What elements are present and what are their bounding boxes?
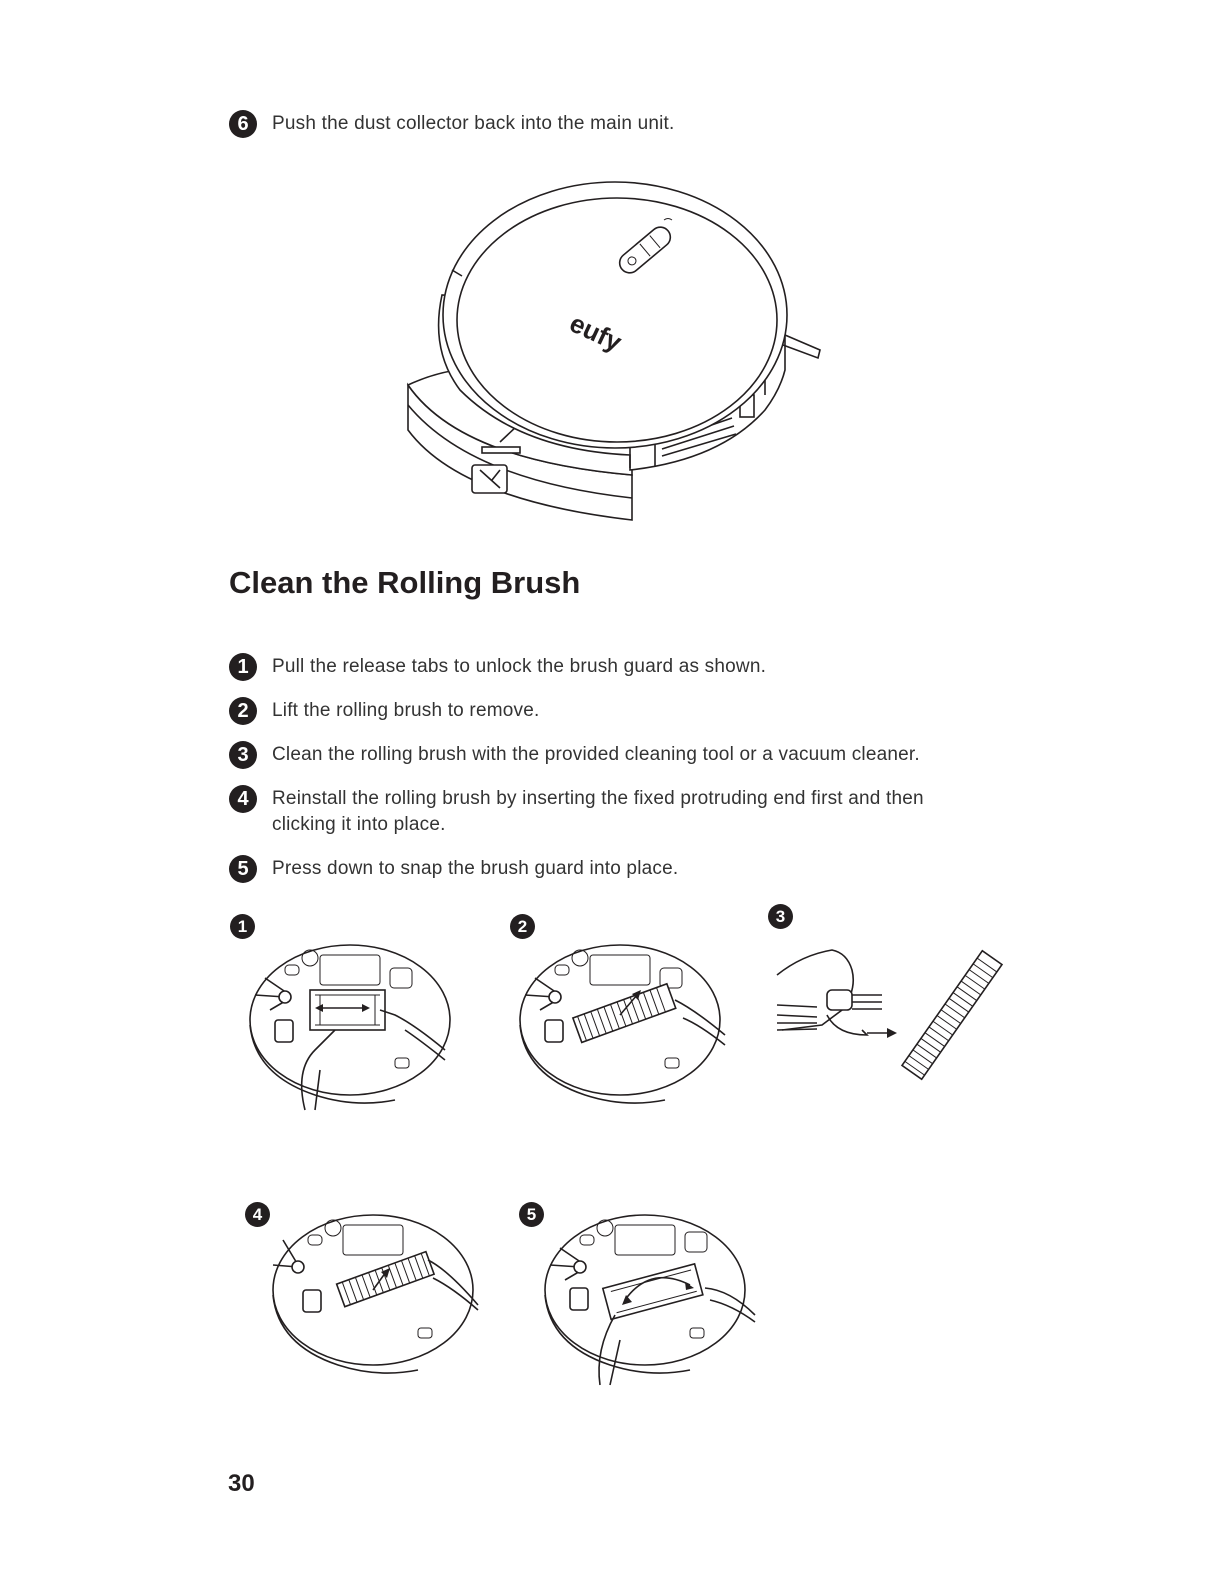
- step-4-text-line1: Reinstall the rolling brush by inserting the fixed protruding end first and then: [272, 788, 924, 809]
- illustration-4-badge: 4: [245, 1202, 270, 1227]
- illustration-2-lift-brush: [515, 940, 730, 1120]
- step-5-badge: 5: [229, 855, 257, 883]
- step-1-badge: 1: [229, 653, 257, 681]
- robot-vacuum-illustration: [400, 180, 840, 540]
- step-1-text: Pull the release tabs to unlock the brush guard as shown.: [272, 656, 767, 677]
- illustration-3-clean-brush: [772, 935, 1007, 1095]
- step-2-text: Lift the rolling brush to remove.: [272, 700, 540, 721]
- step-6-badge: 6: [229, 110, 257, 138]
- illustration-4-reinstall-brush: [268, 1210, 483, 1390]
- eufy-logo: eufy: [565, 307, 627, 358]
- illustration-2-badge: 2: [510, 914, 535, 939]
- section-title: Clean the Rolling Brush: [229, 565, 581, 600]
- step-3-badge: 3: [229, 741, 257, 769]
- page-number: 30: [228, 1470, 255, 1497]
- illustration-1-unlock-brush-guard: [245, 940, 460, 1120]
- illustration-5-snap-guard: [540, 1210, 760, 1390]
- step-4-badge: 4: [229, 785, 257, 813]
- step-4-text-line2: clicking it into place.: [272, 814, 446, 835]
- step-6-text: Push the dust collector back into the main unit.: [272, 113, 675, 134]
- step-3-text: Clean the rolling brush with the provided cleaning tool or a vacuum cleaner.: [272, 744, 920, 765]
- illustration-1-badge: 1: [230, 914, 255, 939]
- step-5-text: Press down to snap the brush guard into place.: [272, 858, 679, 879]
- illustration-5-badge: 5: [519, 1202, 544, 1227]
- step-2-badge: 2: [229, 697, 257, 725]
- illustration-3-badge: 3: [768, 904, 793, 929]
